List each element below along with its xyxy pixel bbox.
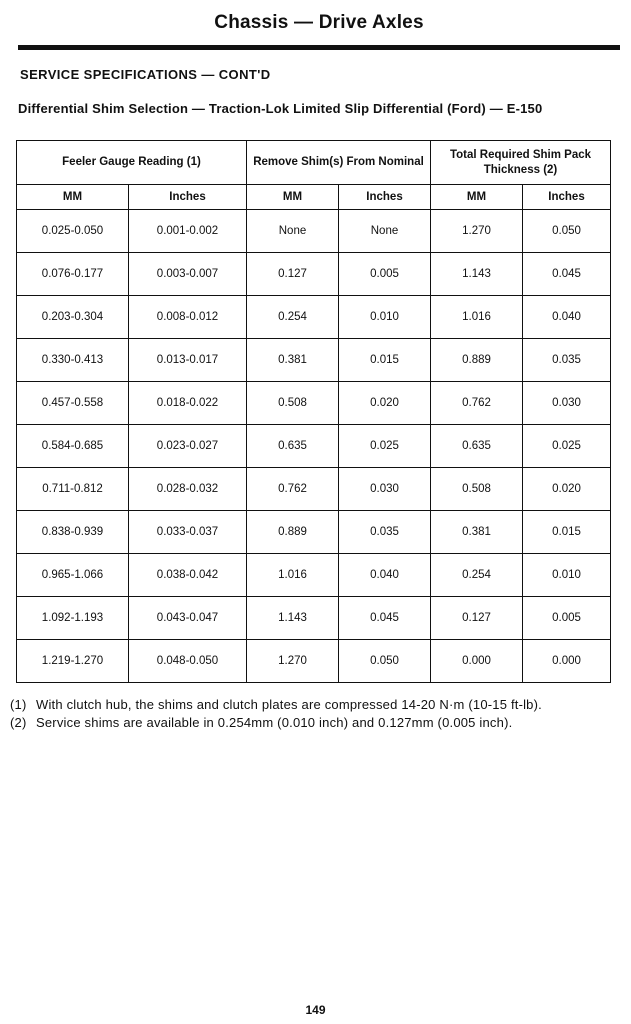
unit-header: MM	[17, 185, 129, 210]
table-cell: 1.270	[431, 210, 523, 253]
table-cell: 0.015	[339, 339, 431, 382]
table-cell: 0.508	[431, 468, 523, 511]
table-cell: 0.838-0.939	[17, 511, 129, 554]
table-row	[17, 425, 611, 468]
table-cell: 0.762	[247, 468, 339, 511]
footnote-1	[10, 697, 622, 712]
unit-header: Inches	[129, 185, 247, 210]
table-cell: 0.013-0.017	[129, 339, 247, 382]
table-row	[17, 554, 611, 597]
table-cell: 0.030	[523, 382, 611, 425]
table-cell: 0.762	[431, 382, 523, 425]
table-cell: 0.254	[431, 554, 523, 597]
table-cell: 1.143	[247, 597, 339, 640]
table-unit-header-row	[17, 185, 611, 210]
table-cell: 0.038-0.042	[129, 554, 247, 597]
table-cell: 0.040	[339, 554, 431, 597]
table-cell: 0.025-0.050	[17, 210, 129, 253]
table-cell: 0.635	[247, 425, 339, 468]
group-header-remove-shims: Remove Shim(s) From Nominal	[247, 141, 431, 185]
table-cell: 0.035	[339, 511, 431, 554]
table-cell: 0.127	[247, 253, 339, 296]
table-cell: 0.005	[339, 253, 431, 296]
table-cell: 0.965-1.066	[17, 554, 129, 597]
group-header-feeler-gauge: Feeler Gauge Reading (1)	[17, 141, 247, 185]
table-cell: 0.457-0.558	[17, 382, 129, 425]
group-header-total-shim-pack: Total Required Shim Pack Thickness (2)	[431, 141, 611, 185]
table-cell: 0.033-0.037	[129, 511, 247, 554]
table-cell: 0.330-0.413	[17, 339, 129, 382]
table-cell: 0.050	[523, 210, 611, 253]
section-title: SERVICE SPECIFICATIONS — CONT'D	[20, 67, 271, 82]
table-row	[17, 210, 611, 253]
table-cell: 0.076-0.177	[17, 253, 129, 296]
table-row	[17, 597, 611, 640]
footnotes	[10, 697, 622, 733]
table-row	[17, 511, 611, 554]
footnote-2	[10, 715, 622, 730]
table-cell: 0.010	[523, 554, 611, 597]
table-cell: 0.711-0.812	[17, 468, 129, 511]
table-cell: 1.092-1.193	[17, 597, 129, 640]
unit-header: MM	[247, 185, 339, 210]
table-cell: 0.635	[431, 425, 523, 468]
footnote-text: Service shims are available in 0.254mm (0.010 inch) and 0.127mm (0.005 inch).	[36, 715, 513, 730]
page-header	[18, 10, 620, 50]
table-cell: 1.016	[247, 554, 339, 597]
table-group-header-row	[17, 141, 611, 185]
table-row	[17, 640, 611, 683]
footnote-number: (2)	[10, 715, 27, 730]
table-row	[17, 339, 611, 382]
table-cell: None	[247, 210, 339, 253]
table-row	[17, 253, 611, 296]
page-title: Chassis — Drive Axles	[214, 12, 424, 33]
table-cell: 0.203-0.304	[17, 296, 129, 339]
table-cell: 0.050	[339, 640, 431, 683]
table-cell: 0.889	[431, 339, 523, 382]
table-cell: None	[339, 210, 431, 253]
unit-header: Inches	[523, 185, 611, 210]
table-cell: 0.020	[523, 468, 611, 511]
table-cell: 0.045	[339, 597, 431, 640]
table-cell: 0.889	[247, 511, 339, 554]
table-cell: 0.508	[247, 382, 339, 425]
table-cell: 0.045	[523, 253, 611, 296]
table-row	[17, 468, 611, 511]
table-cell: 0.020	[339, 382, 431, 425]
table-cell: 0.043-0.047	[129, 597, 247, 640]
table-cell: 0.023-0.027	[129, 425, 247, 468]
table-body	[17, 210, 611, 683]
table-cell: 1.219-1.270	[17, 640, 129, 683]
table-cell: 0.008-0.012	[129, 296, 247, 339]
table-cell: 0.025	[339, 425, 431, 468]
table-row	[17, 382, 611, 425]
table-cell: 0.028-0.032	[129, 468, 247, 511]
shim-selection-table	[16, 140, 611, 683]
table-cell: 1.270	[247, 640, 339, 683]
table-cell: 0.025	[523, 425, 611, 468]
table-cell: 0.048-0.050	[129, 640, 247, 683]
table-cell: 1.016	[431, 296, 523, 339]
table-cell: 0.010	[339, 296, 431, 339]
table-cell: 0.015	[523, 511, 611, 554]
table-cell: 0.000	[523, 640, 611, 683]
table-cell: 0.127	[431, 597, 523, 640]
table-cell: 0.030	[339, 468, 431, 511]
unit-header: MM	[431, 185, 523, 210]
table-cell: 0.381	[431, 511, 523, 554]
table-cell: 0.003-0.007	[129, 253, 247, 296]
footnote-number: (1)	[10, 697, 27, 712]
table-cell: 0.018-0.022	[129, 382, 247, 425]
table-cell: 0.254	[247, 296, 339, 339]
unit-header: Inches	[339, 185, 431, 210]
table-cell: 0.000	[431, 640, 523, 683]
footnote-text: With clutch hub, the shims and clutch plates are compressed 14-20 N·m (10-15 ft-lb).	[36, 697, 542, 712]
table-cell: 0.381	[247, 339, 339, 382]
table-cell: 0.035	[523, 339, 611, 382]
page-number: 149	[305, 1003, 326, 1017]
table-cell: 0.040	[523, 296, 611, 339]
table-cell: 1.143	[431, 253, 523, 296]
table-row	[17, 296, 611, 339]
table-cell: 0.005	[523, 597, 611, 640]
table-cell: 0.001-0.002	[129, 210, 247, 253]
table-cell: 0.584-0.685	[17, 425, 129, 468]
table-caption: Differential Shim Selection — Traction-Lok Limited Slip Differential (Ford) — E-150	[18, 101, 543, 116]
